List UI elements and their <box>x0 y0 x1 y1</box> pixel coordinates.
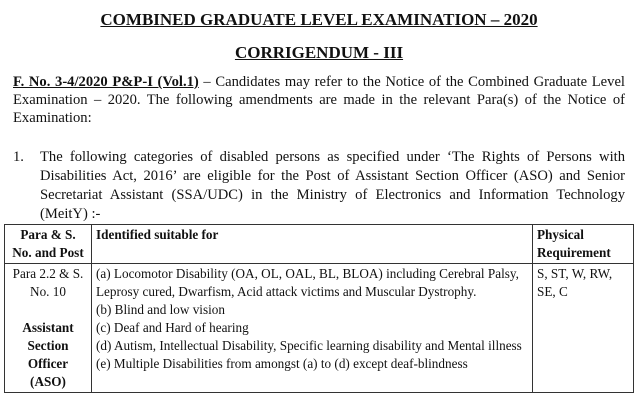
cell-physical: S, ST, W, RW, SE, C <box>533 264 634 393</box>
eligibility-table <box>4 224 634 393</box>
suitable-d: (d) Autism, Intellectual Disability, Specific learning disability and Mental illness <box>96 338 522 353</box>
table-row <box>5 264 634 393</box>
item-text: The following categories of disabled persons as specified under ‘The Rights of Persons with Disabilities Act, 2016’ are eligible for the Post of Assistant Section Officer (ASO) and Senior Secretariat Assistant (SSA/UDC) in the Ministry of Electronics and Information Technology (MeitY) :- <box>40 149 625 222</box>
intro-text: – Candidates may refer to the Notice of the Combined Graduate Level Examination – 2020. The following amendments are made in the relevant Para(s) of the Notice of Examination: <box>13 74 625 126</box>
cell-para <box>5 264 92 393</box>
intro-paragraph <box>13 73 625 127</box>
post-name: Assistant Section Officer (ASO) <box>22 320 74 389</box>
suitable-a: (a) Locomotor Disability (OA, OL, OAL, BL, BLOA) including Cerebral Palsy, Leprosy cured, Dwarfism, Acid attack victims and Muscular Dystrophy. <box>96 266 519 299</box>
header-para: Para & S. No. and Post <box>5 225 92 264</box>
para-ref: Para 2.2 & S. No. 10 <box>12 266 84 299</box>
suitable-c: (c) Deaf and Hard of hearing <box>96 320 249 335</box>
header-physical: Physical Requirement <box>533 225 634 264</box>
file-number: F. No. 3-4/2020 P&P-I (Vol.1) <box>13 74 199 90</box>
table-header-row <box>5 225 634 264</box>
document-subtitle: CORRIGENDUM - III <box>234 43 404 62</box>
header-suitable: Identified suitable for <box>92 225 533 264</box>
cell-suitable <box>92 264 533 393</box>
item-number: 1. <box>13 149 24 165</box>
document-title: COMBINED GRADUATE LEVEL EXAMINATION – 2020 <box>100 10 538 29</box>
suitable-b: (b) Blind and low vision <box>96 302 225 317</box>
suitable-e: (e) Multiple Disabilities from amongst (a) to (d) except deaf-blindness <box>96 356 468 371</box>
